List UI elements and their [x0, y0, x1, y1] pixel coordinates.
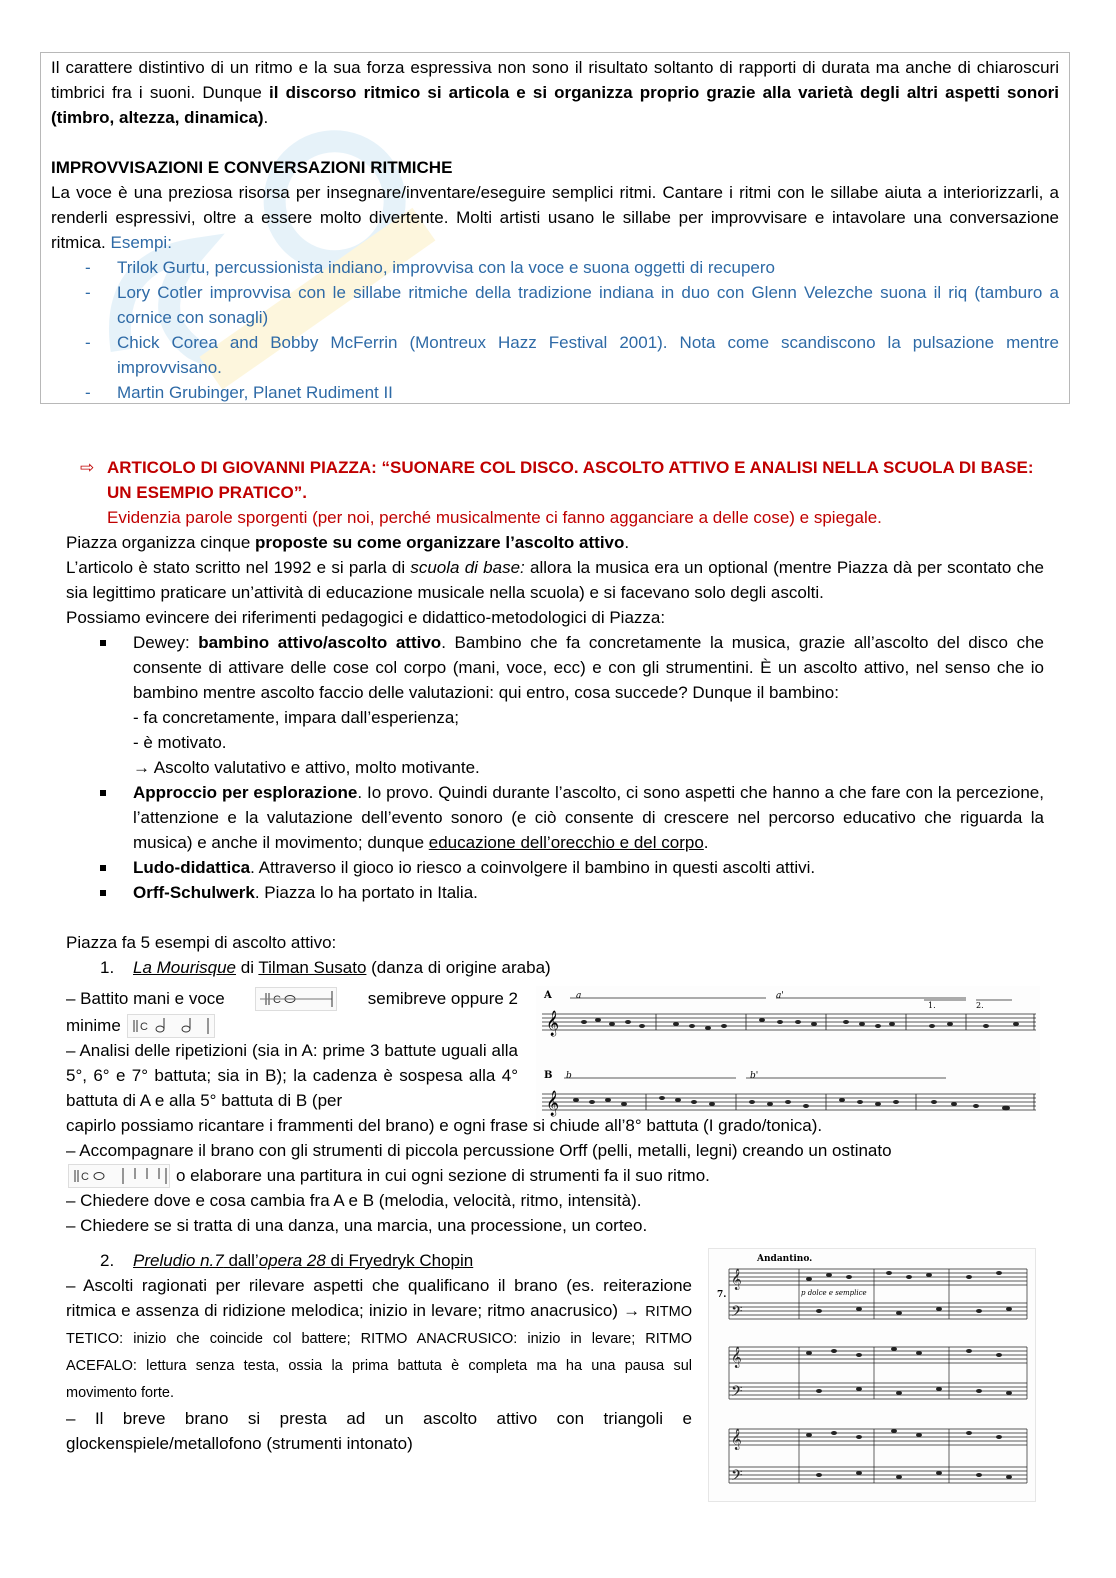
- intro-line: Piazza organizza cinque proposte su come organizzare l’ascolto attivo.: [66, 533, 630, 552]
- hollow-arrow-icon: ⇨: [80, 458, 95, 477]
- examples-list: [51, 255, 1059, 405]
- svg-text:𝄢: 𝄢: [731, 1467, 743, 1488]
- bullet-icon: [100, 640, 106, 646]
- intro-paragraph: Il carattere distintivo di un ritmo e la sua forza espressiva non sono il risultato soltanto di rapporti di durata ma anche di chiaroscuri timbrici fra i suoni. Dunque il discorso ritmico si articola e si organizza proprio grazie alla varietà degli altri aspetti sonori (timbro, altezza, dinamica).: [51, 58, 1059, 127]
- rhythm-semibreve-icon: [255, 987, 337, 1011]
- list-item: Orff-Schulwerk. Piazza lo ha portato in Italia.: [66, 880, 1044, 905]
- voice-paragraph: La voce è una preziosa risorsa per insegnare/inventare/eseguire semplici ritmi. Cantare i ritmi con le sillabe aiuta a interiorizzarli, a renderli espressivi, oltre a essere molto divertente. Molti artisti usano le sillabe per improvvisare e intavolare una conversazione ritmica. Esempi:: [51, 183, 1059, 252]
- intro-box: [40, 52, 1070, 404]
- bullet-icon: [100, 790, 106, 796]
- svg-text:𝄞: 𝄞: [731, 1347, 742, 1368]
- svg-text:𝄞: 𝄞: [546, 1011, 560, 1036]
- svg-text:C: C: [139, 1020, 148, 1033]
- list-item: Approccio per esplorazione. Io provo. Quindi durante l’ascolto, ci sono aspetti che hanno a che fare con la percezione, l’attenzione e la valutazione dell’evento sonoro (e ciò consente di crescere nel percorso educativo che riguarda la musica) e anche il movimento; dunque educazione dell’orecchio e del corpo.: [66, 780, 1044, 855]
- bullet-icon: [100, 890, 106, 896]
- list-item: Dewey: bambino attivo/ascolto attivo. Bambino che fa concretamente la musica, grazie all’ascolto del disco che consente di attivare delle cose col corpo (mani, voce, ecc) e con gli strumentini. È un ascolto attivo, nel senso che io bambino mentre ascolto faccio delle valutazioni: qui entro, cosa succede? Dunque il bambino: - fa concretamente, impara dall’esperienza; - è motivato. → Ascolto valutativo e attivo, molto motivante.: [66, 630, 1044, 780]
- svg-text:2.: 2.: [976, 1001, 984, 1010]
- refs-line: Possiamo evincere dei riferimenti pedagogici e didattico-metodologici di Piazza:: [66, 608, 666, 627]
- bullet-icon: [100, 865, 106, 871]
- rhythm-ostinato-icon: [68, 1164, 170, 1188]
- article-section: ⇨ ARTICOLO DI GIOVANNI PIAZZA: “SUONARE COL DISCO. ASCOLTO ATTIVO E ANALISI NELLA SCUOLA DI BASE: UN ESEMPIO PRATICO”. Evidenzia parole sporgenti (per noi, perché musicalmente ci fanno agganciare a delle cose) e spiegale. Piazza organizza cinque proposte su come organizzare l’ascolto attivo. L’articolo è stato scritto nel 1992 e si parla di scuola di base: allora la musica era un optional (mentre Piazza dà per scontato che sia legittimo praticare un’attività di educazione musicale nella scuola) e si facevano solo degli ascolti. Possiamo evincere dei riferimenti pedagogici e didattico-metodologici di Piazza: Dewey: bambino attivo/ascolto attivo. Bambino che fa concretamente la musica, grazie all’ascolto del disco che consente di attivare delle cose col corpo (mani, voce, ecc) e con gli strumentini. È un ascolto attivo, nel senso che io bambino mentre ascolto faccio delle valutazioni: qui entro, cosa succede? Dunque il bambino: - fa concretamente, impara dall’esperienza; - è motivato. → Ascolto valutativo e attivo, molto motivante. Approccio per esplorazione. Io provo. Quindi durante l’ascolto, ci sono aspetti che hanno a che fare con la percezione, l’attenzione e la valutazione dell’evento sonoro (e ciò consente di crescere nel percorso educativo che riguarda la musica) e anche il movimento; dunque educazione dell’orecchio e del corpo. Ludo-didattica. Attraverso il gioco io riesco a coinvolgere il bambino in questi ascolti attivi. Orff-Schulwerk. Piazza lo ha portato in Italia. Piazza fa 5 esempi di ascolto attivo: 1. La Mourisque di Tilman Susato (danza di origine araba) – Battito mani e voce C semibreve oppure 2 minime C – Analisi delle ripetizioni (sia in A: prime 3 battute uguali alla 5°, 6° e 7° battuta; sia in B); la cadenza è sospesa alla 4° battuta di A e alla 5° battuta di B (per capirlo possiamo ricantare i frammenti del brano) e ogni frase si chiude all’8° battuta (I grado/tonica). – Accompagnare il brano con gli strumenti di piccola percussione Orff (pelli, metalli, legni) creando un ostinato C o elaborare una partitura in cui ogni sezione di strumenti fa il suo ritmo. – Chiedere dove e cosa cambia fra A e B (melodia, velocità, ritmo, intensità). – Chiedere se si tratta di una danza, una marcia, una processione, un corteo. 2. Preludio n.7 dall’opera 28 di Fryedryk Chopin – Ascolti ragionati per rilevare aspetti che qualificano il brano (es. reiterazione ritmica e assenza di ridizione melodica; inizio in levare; ritmo anacrusico) → RITMO TETICO: inizio che coincide col battere; RITMO ANACRUSICO: inizio in levare; RITMO ACEFALO: lettura senza testa, ossia la prima battuta è completa ma ha una pausa sul movimento forte. – Il breve brano si presta ad un ascolto attivo con triangoli e glockenspiele/metallofono (strumenti intonato): [66, 455, 1044, 1456]
- svg-text:𝄞: 𝄞: [546, 1091, 560, 1116]
- example-2-title: 2. Preludio n.7 dall’opera 28 di Fryedryk Chopin: [100, 1251, 474, 1270]
- list-item: Ludo-didattica. Attraverso il gioco io riesco a coinvolgere il bambino in questi ascolti attivi.: [66, 855, 1044, 880]
- svg-text:p dolce e semplice: p dolce e semplice: [801, 1289, 867, 1297]
- rhythm-minims-icon: [127, 1014, 215, 1038]
- svg-text:a': a': [776, 991, 784, 1001]
- refs-list: [66, 630, 1044, 905]
- section-heading: IMPROVVISAZIONI E CONVERSAZIONI RITMICHE: [51, 158, 453, 177]
- svg-text:𝄢: 𝄢: [731, 1303, 743, 1324]
- svg-text:b': b': [750, 1071, 759, 1081]
- article-title: ⇨ ARTICOLO DI GIOVANNI PIAZZA: “SUONARE COL DISCO. ASCOLTO ATTIVO E ANALISI NELLA SCUOLA DI BASE: UN ESEMPIO PRATICO”.: [40, 455, 1044, 505]
- list-item: - Martin Grubinger, Planet Rudiment II: [85, 383, 393, 402]
- example-1-title: 1. La Mourisque di Tilman Susato (danza di origine araba): [100, 958, 551, 977]
- svg-text:a: a: [576, 991, 582, 1001]
- list-item: - Chick Corea and Bobby McFerrin (Montreux Hazz Festival 2001). Nota come scandiscono la pulsazione mentre improvvisano.: [85, 333, 1059, 377]
- svg-text:B: B: [544, 1070, 553, 1081]
- svg-text:C: C: [273, 993, 282, 1006]
- example-1-left-column: – Battito mani e voce C semibreve oppure 2 minime C – Analisi delle ripetizioni (sia in A: prime 3 battute uguali alla 5°, 6° e 7° battuta; sia in B); la cadenza è sospesa alla 4° battuta di A e alla 5° battuta di B (per: [66, 986, 518, 1113]
- svg-text:1.: 1.: [928, 1001, 936, 1010]
- svg-text:𝄢: 𝄢: [731, 1383, 743, 1404]
- written-paragraph: L’articolo è stato scritto nel 1992 e si parla di scuola di base: allora la musica era un optional (mentre Piazza dà per scontato che sia legittimo praticare un’attività di educazione musicale nella scuola) e si facevano solo degli ascolti.: [66, 558, 1045, 602]
- svg-text:𝄞: 𝄞: [731, 1429, 742, 1450]
- svg-text:Andantino.: Andantino.: [757, 1254, 813, 1264]
- examples-intro: Piazza fa 5 esempi di ascolto attivo:: [66, 933, 337, 952]
- list-item: - Lory Cotler improvvisa con le sillabe ritmiche della tradizione indiana in duo con Glenn Velezche suona il riq (tamburo a cornice con sonagli): [85, 283, 1059, 327]
- svg-text:A: A: [544, 990, 552, 1001]
- svg-text:7.: 7.: [717, 1290, 727, 1300]
- svg-text:b: b: [566, 1071, 572, 1081]
- example-2-text: – Ascolti ragionati per rilevare aspetti che qualificano il brano (es. reiterazione ritmica e assenza di ridizione melodica; inizio in levare; ritmo anacrusico) → RITMO TETICO: inizio che coincide col battere; RITMO ANACRUSICO: inizio in levare; RITMO ACEFALO: lettura senza testa, ossia la prima battuta è completa ma ha una pausa sul movimento forte. – Il breve brano si presta ad un ascolto attivo con triangoli e glockenspiele/metallofono (strumenti intonato): [66, 1276, 692, 1453]
- article-note: Evidenzia parole sporgenti (per noi, perché musicalmente ci fanno agganciare a delle cose) e spiegale.: [107, 508, 882, 527]
- svg-text:C: C: [81, 1170, 89, 1183]
- svg-text:𝄞: 𝄞: [731, 1269, 742, 1290]
- list-item: - Trilok Gurtu, percussionista indiano, improvvisa con la voce e suona oggetti di recupero: [85, 258, 775, 277]
